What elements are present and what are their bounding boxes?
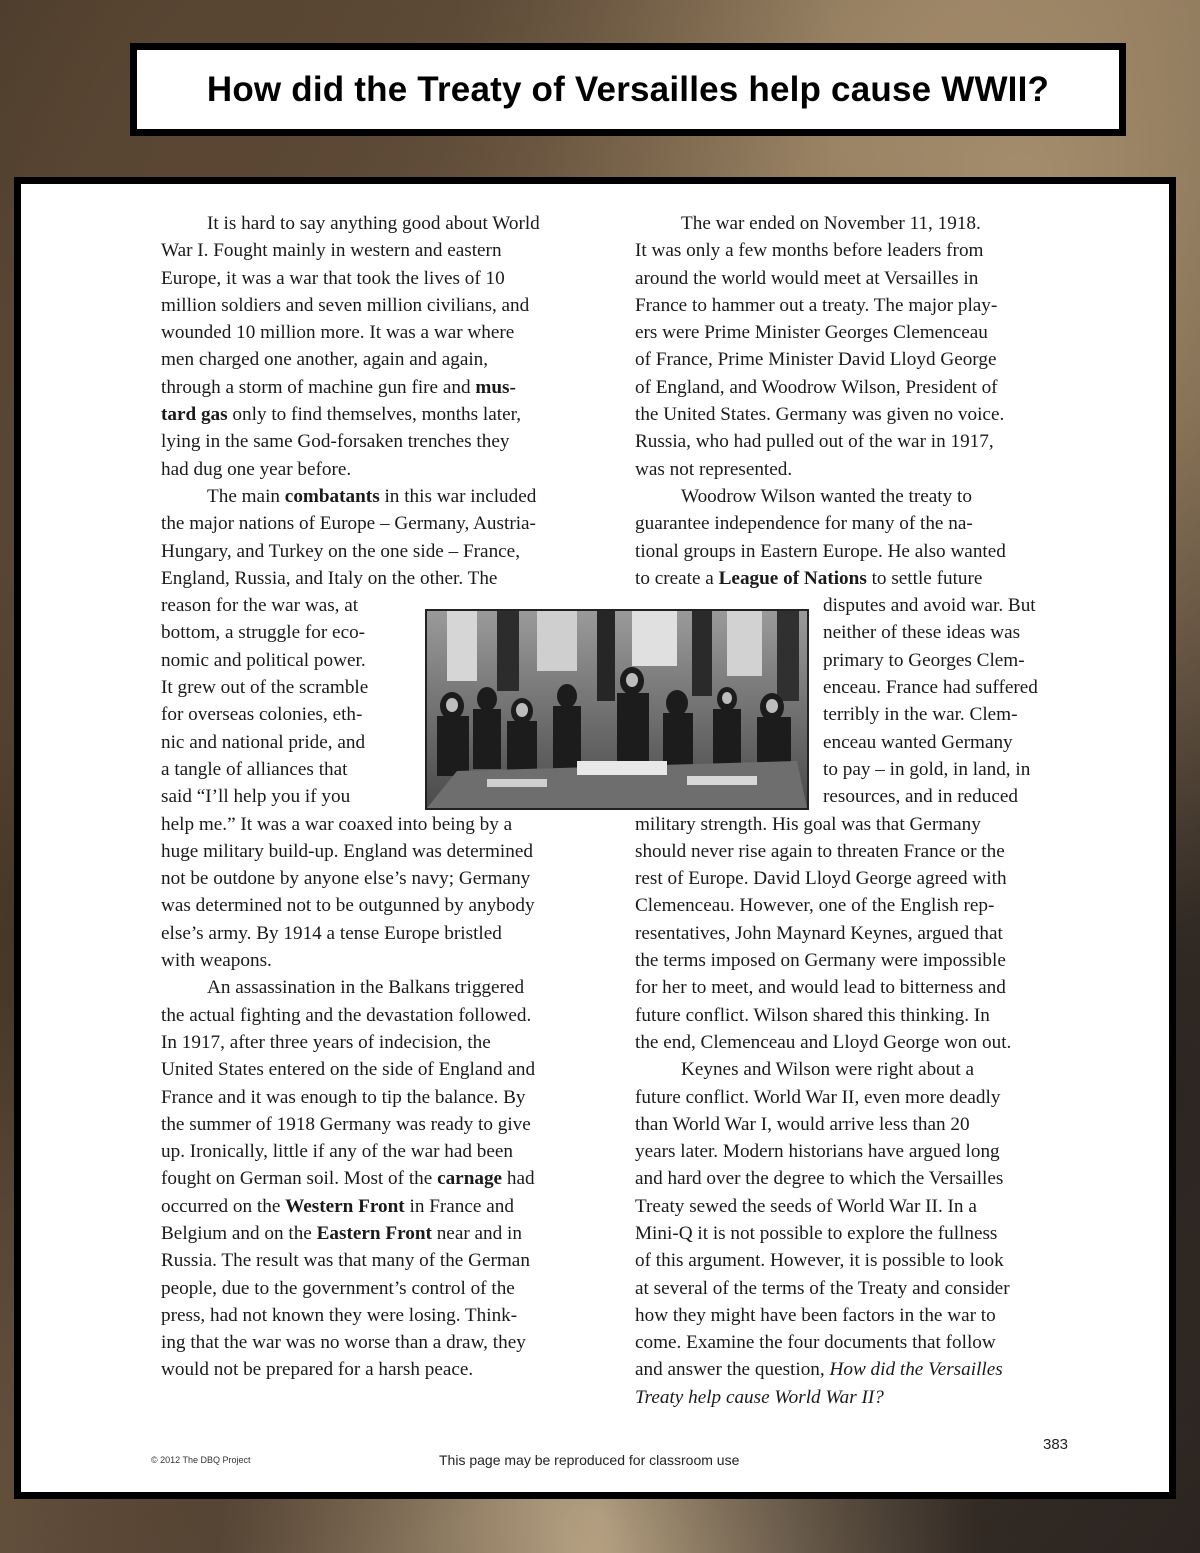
keyword-western-front: Western Front bbox=[285, 1195, 405, 1217]
text-line: million soldiers and seven million civilians, and bbox=[161, 294, 530, 316]
text-line: guarantee independence for many of the na- bbox=[635, 513, 973, 535]
text-run: fought on German soil. Most of the bbox=[161, 1168, 438, 1190]
text-line: War I. Fought mainly in western and eastern bbox=[161, 240, 502, 262]
text-line: for overseas colonies, eth- bbox=[161, 704, 363, 726]
text-line: resources, and in reduced bbox=[823, 786, 1018, 808]
text-line: ing that the war was no worse than a draw, they bbox=[161, 1332, 526, 1354]
text-line: Clemenceau. However, one of the English rep- bbox=[635, 895, 995, 917]
essential-question: Treaty help cause World War II? bbox=[635, 1386, 884, 1408]
text-line: up. Ironically, little if any of the war had been bbox=[161, 1141, 513, 1163]
text-line: Keynes and Wilson were right about a bbox=[681, 1059, 975, 1081]
text-line: had dug one year before. bbox=[161, 458, 352, 480]
text-line: military strength. His goal was that Germany bbox=[635, 813, 981, 835]
text-line: future conflict. World War II, even more deadly bbox=[635, 1086, 1001, 1108]
text-line: bottom, a struggle for eco- bbox=[161, 622, 366, 644]
title-panel bbox=[137, 50, 1119, 129]
text-run: to create a bbox=[635, 567, 719, 589]
paragraph-1 bbox=[161, 210, 609, 483]
text-line: a tangle of alliances that bbox=[161, 758, 348, 780]
essential-question: How did the Versailles bbox=[829, 1359, 1003, 1381]
text-line bbox=[161, 1165, 609, 1192]
keyword-mustard-gas: mus- bbox=[475, 376, 516, 398]
text-line: years later. Modern historians have argued long bbox=[635, 1141, 1000, 1163]
text-run: in this war included bbox=[379, 485, 537, 507]
paragraph-4 bbox=[635, 210, 1085, 483]
text-run: to settle future bbox=[866, 567, 983, 589]
text-line: future conflict. Wilson shared this thinking. In bbox=[635, 1004, 990, 1026]
keyword-mustard-gas: tard gas bbox=[161, 404, 228, 426]
text-line: of England, and Woodrow Wilson, President of bbox=[635, 376, 998, 398]
text-line: men charged one another, again and again, bbox=[161, 349, 489, 371]
text-line: with weapons. bbox=[161, 950, 272, 972]
title-frame bbox=[130, 43, 1126, 136]
text-run: had bbox=[502, 1168, 535, 1190]
text-line: neither of these ideas was bbox=[823, 622, 1021, 644]
text-line: at several of the terms of the Treaty and consider bbox=[635, 1277, 1010, 1299]
text-line: It is hard to say anything good about World bbox=[207, 213, 540, 234]
text-line: the major nations of Europe – Germany, Austria- bbox=[161, 513, 536, 535]
text-line: resentatives, John Maynard Keynes, argued that bbox=[635, 922, 1003, 944]
text-line: press, had not known they were losing. Think- bbox=[161, 1304, 518, 1326]
text-line: It grew out of the scramble bbox=[161, 677, 369, 699]
text-line: Russia, who had pulled out of the war in 1917, bbox=[635, 431, 994, 453]
text-line bbox=[635, 1384, 1085, 1411]
keyword-carnage: carnage bbox=[437, 1168, 503, 1190]
text-run: through a storm of machine gun fire and bbox=[161, 376, 476, 398]
text-line: should never rise again to threaten France or the bbox=[635, 840, 1005, 862]
text-line: wounded 10 million more. It was a war where bbox=[161, 322, 515, 344]
text-line: Woodrow Wilson wanted the treaty to bbox=[681, 485, 972, 507]
text-line: Treaty sewed the seeds of World War II. In a bbox=[635, 1195, 977, 1217]
text-line: Europe, it was a war that took the lives of 10 bbox=[161, 267, 505, 289]
page-title: How did the Treaty of Versailles help cause WWII? bbox=[206, 69, 1050, 109]
page-number: 383 bbox=[1043, 1436, 1069, 1453]
text-line: tional groups in Eastern Europe. He also wanted bbox=[635, 540, 1006, 562]
text-line: the actual fighting and the devastation followed. bbox=[161, 1004, 532, 1026]
text-line: Hungary, and Turkey on the one side – France, bbox=[161, 540, 520, 562]
text-line: ers were Prime Minister Georges Clemenceau bbox=[635, 322, 988, 344]
text-line: come. Examine the four documents that follow bbox=[635, 1332, 996, 1354]
text-line: France and it was enough to tip the balance. By bbox=[161, 1086, 526, 1108]
text-line: said “I’ll help you if you bbox=[161, 786, 351, 808]
text-line: for her to meet, and would lead to bitterness and bbox=[635, 977, 1006, 999]
treaty-signing-photo bbox=[425, 609, 809, 810]
text-line bbox=[635, 565, 1085, 592]
text-line: An assassination in the Balkans triggered bbox=[207, 977, 525, 999]
text-line: In 1917, after three years of indecision, the bbox=[161, 1031, 491, 1053]
text-line: of this argument. However, it is possible to look bbox=[635, 1250, 1004, 1272]
text-line: the United States. Germany was given no voice. bbox=[635, 404, 1005, 426]
text-run: and answer the question, bbox=[635, 1359, 830, 1381]
text-line: lying in the same God-forsaken trenches they bbox=[161, 431, 510, 453]
text-line: United States entered on the side of England and bbox=[161, 1059, 536, 1081]
text-line: enceau. France had suffered bbox=[823, 677, 1038, 699]
text-line: not be outdone by anyone else’s navy; Germany bbox=[161, 868, 531, 890]
text-line: England, Russia, and Italy on the other. The bbox=[161, 567, 498, 589]
photo-illustration bbox=[427, 611, 807, 808]
text-line bbox=[161, 374, 609, 401]
text-line: around the world would meet at Versailles in bbox=[635, 267, 979, 289]
text-line: The war ended on November 11, 1918. bbox=[681, 213, 981, 234]
keyword-combatants: combatants bbox=[284, 485, 380, 507]
text-line: enceau wanted Germany bbox=[823, 731, 1013, 753]
text-line: and hard over the degree to which the Versailles bbox=[635, 1168, 1004, 1190]
text-line: the end, Clemenceau and Lloyd George won out. bbox=[635, 1031, 1012, 1053]
document-page bbox=[14, 177, 1176, 1499]
text-line: was not represented. bbox=[635, 458, 793, 480]
text-line: primary to Georges Clem- bbox=[823, 649, 1025, 671]
text-run: Belgium and on the bbox=[161, 1222, 317, 1244]
text-run: in France and bbox=[404, 1195, 514, 1217]
text-line: the terms imposed on Germany were impossible bbox=[635, 950, 1006, 972]
text-line bbox=[161, 401, 609, 428]
text-line: disputes and avoid war. But bbox=[823, 595, 1036, 617]
text-line: It was only a few months before leaders from bbox=[635, 240, 984, 262]
paragraph-6 bbox=[635, 1056, 1085, 1411]
text-line: was determined not to be outgunned by anybody bbox=[161, 895, 535, 917]
text-line: huge military build-up. England was determined bbox=[161, 840, 533, 862]
keyword-league-of-nations: League of Nations bbox=[718, 567, 867, 589]
text-line: than World War I, would arrive less than 20 bbox=[635, 1113, 970, 1135]
text-line: France to hammer out a treaty. The major play- bbox=[635, 294, 998, 316]
paragraph-3 bbox=[161, 974, 609, 1383]
text-line: Russia. The result was that many of the German bbox=[161, 1250, 530, 1272]
text-line bbox=[161, 483, 609, 510]
text-line: else’s army. By 1914 a tense Europe bristled bbox=[161, 922, 502, 944]
text-line: to pay – in gold, in land, in bbox=[823, 758, 1031, 780]
text-run: The main bbox=[207, 485, 285, 507]
text-line bbox=[635, 1356, 1085, 1383]
text-line: people, due to the government’s control of the bbox=[161, 1277, 515, 1299]
copyright-notice: © 2012 The DBQ Project bbox=[151, 1455, 251, 1465]
text-line bbox=[161, 1193, 609, 1220]
text-line: help me.” It was a war coaxed into being by a bbox=[161, 813, 513, 835]
text-run: near and in bbox=[431, 1222, 522, 1244]
text-run: only to find themselves, months later, bbox=[227, 404, 522, 426]
text-line: nomic and political power. bbox=[161, 649, 366, 671]
reproduce-notice: This page may be reproduced for classroom use bbox=[439, 1452, 740, 1468]
text-line: would not be prepared for a harsh peace. bbox=[161, 1359, 474, 1381]
text-line: how they might have been factors in the war to bbox=[635, 1304, 996, 1326]
text-line: of France, Prime Minister David Lloyd George bbox=[635, 349, 997, 371]
right-column bbox=[635, 210, 1085, 1411]
text-line: reason for the war was, at bbox=[161, 595, 359, 617]
text-line: nic and national pride, and bbox=[161, 731, 366, 753]
text-line: the summer of 1918 Germany was ready to give bbox=[161, 1113, 531, 1135]
text-run: occurred on the bbox=[161, 1195, 286, 1217]
text-line: terribly in the war. Clem- bbox=[823, 704, 1018, 726]
text-line bbox=[161, 1220, 609, 1247]
text-line: rest of Europe. David Lloyd George agreed with bbox=[635, 868, 1007, 890]
text-line: Mini-Q it is not possible to explore the fullness bbox=[635, 1222, 998, 1244]
keyword-eastern-front: Eastern Front bbox=[316, 1222, 432, 1244]
